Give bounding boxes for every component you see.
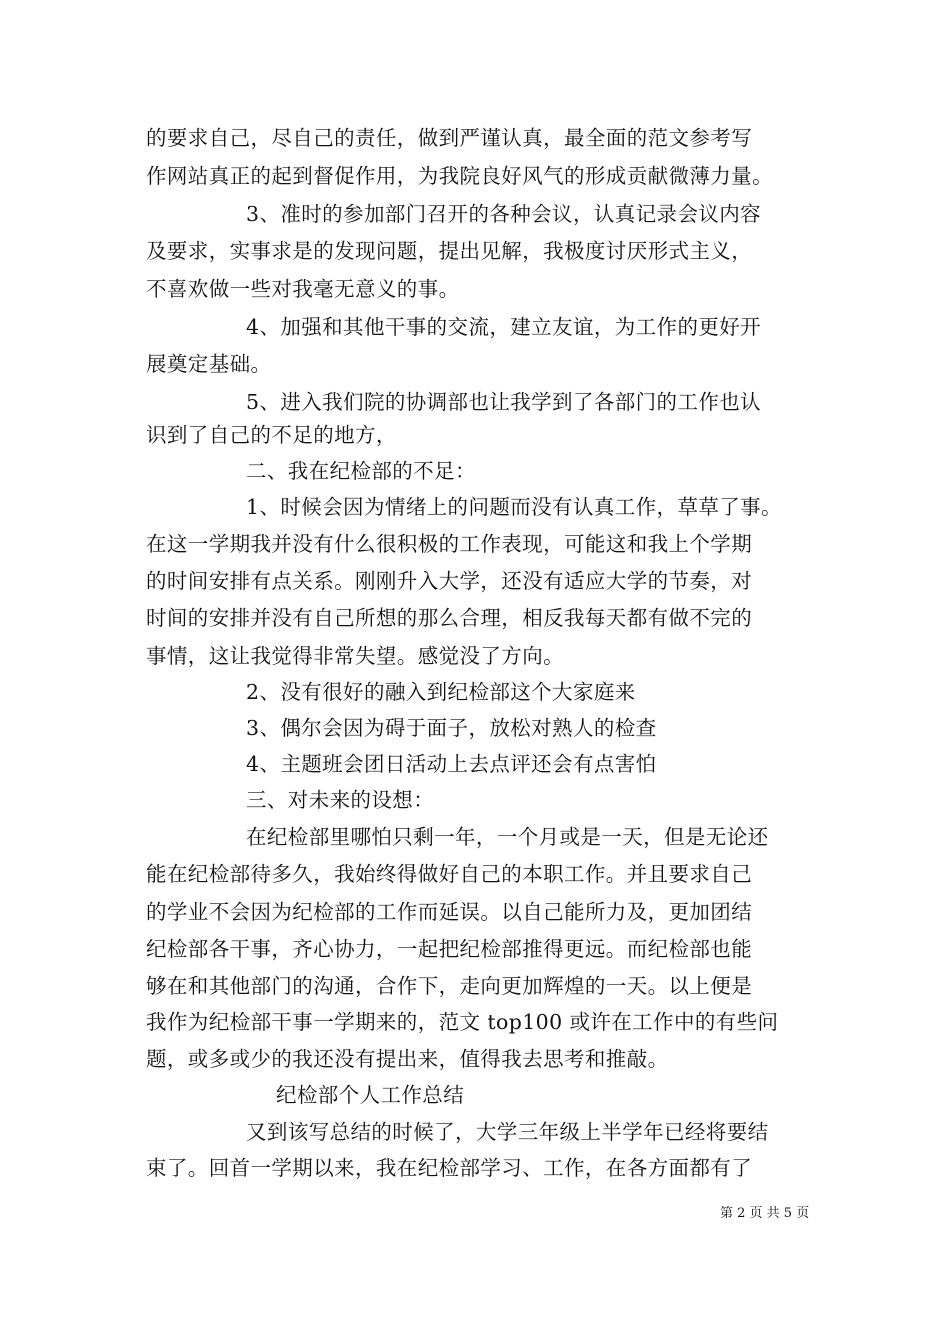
text-line: 在这一学期我并没有什么很积极的工作表现，可能这和我上个学期	[146, 532, 753, 556]
text-line: 3、偶尔会因为碍于面子，放松对熟人的检查	[246, 716, 657, 740]
text-line: 的时间安排有点关系。刚刚升入大学，还没有适应大学的节奏，对	[146, 569, 753, 593]
text-line: 5、进入我们院的协调部也让我学到了各部门的工作也认	[246, 390, 762, 414]
text-line: 不喜欢做一些对我毫无意义的事。	[146, 277, 460, 301]
text-line: 束了。回首一学期以来，我在纪检部学习、工作，在各方面都有了	[146, 1156, 753, 1180]
text-line: 4、主题班会团日活动上去点评还会有点害怕	[246, 752, 657, 776]
text-line: 作网站真正的起到督促作用，为我院良好风气的形成贡献微薄力量。	[146, 164, 773, 188]
page-number: 第 2 页 共 5 页	[720, 1206, 810, 1221]
text-line: 我作为纪检部干事一学期来的，范文 top100 或许在工作中的有些问	[146, 1010, 779, 1034]
text-line: 事情，这让我觉得非常失望。感觉没了方向。	[146, 644, 564, 668]
text-line: 2、没有很好的融入到纪检部这个大家庭来	[246, 680, 636, 704]
text-line: 展奠定基础。	[146, 352, 272, 376]
text-line: 1、时候会因为情绪上的问题而没有认真工作，草草了事。	[246, 495, 782, 519]
text-line: 4、加强和其他干事的交流，建立友谊，为工作的更好开	[246, 315, 762, 339]
text-line: 及要求，实事求是的发现问题，提出见解，我极度讨厌形式主义，	[146, 239, 753, 263]
document-title: 纪检部个人工作总结	[276, 1083, 465, 1107]
text-line: 在纪检部里哪怕只剩一年，一个月或是一天，但是无论还	[246, 825, 769, 849]
text-line: 的学业不会因为纪检部的工作而延误。以自己能所力及，更加团结	[146, 900, 753, 924]
text-line: 纪检部各干事，齐心协力，一起把纪检部推得更远。而纪检部也能	[146, 937, 753, 961]
section-heading: 二、我在纪检部的不足：	[246, 459, 476, 483]
text-line: 题，或多或少的我还没有提出来，值得我去思考和推敲。	[146, 1047, 669, 1071]
text-line: 识到了自己的不足的地方，	[146, 423, 397, 447]
section-heading: 三、对未来的设想：	[246, 788, 435, 812]
text-line: 够在和其他部门的沟通，合作下，走向更加辉煌的一天。以上便是	[146, 974, 753, 998]
text-line: 能在纪检部待多久，我始终得做好自己的本职工作。并且要求自己	[146, 862, 753, 886]
text-line: 时间的安排并没有自己所想的那么合理，相反我每天都有做不完的	[146, 606, 753, 630]
text-line: 的要求自己，尽自己的责任，做到严谨认真，最全面的范文参考写	[146, 126, 753, 150]
text-line: 又到该写总结的时候了，大学三年级上半学年已经将要结	[246, 1120, 769, 1144]
text-line: 3、准时的参加部门召开的各种会议，认真记录会议内容	[246, 202, 762, 226]
